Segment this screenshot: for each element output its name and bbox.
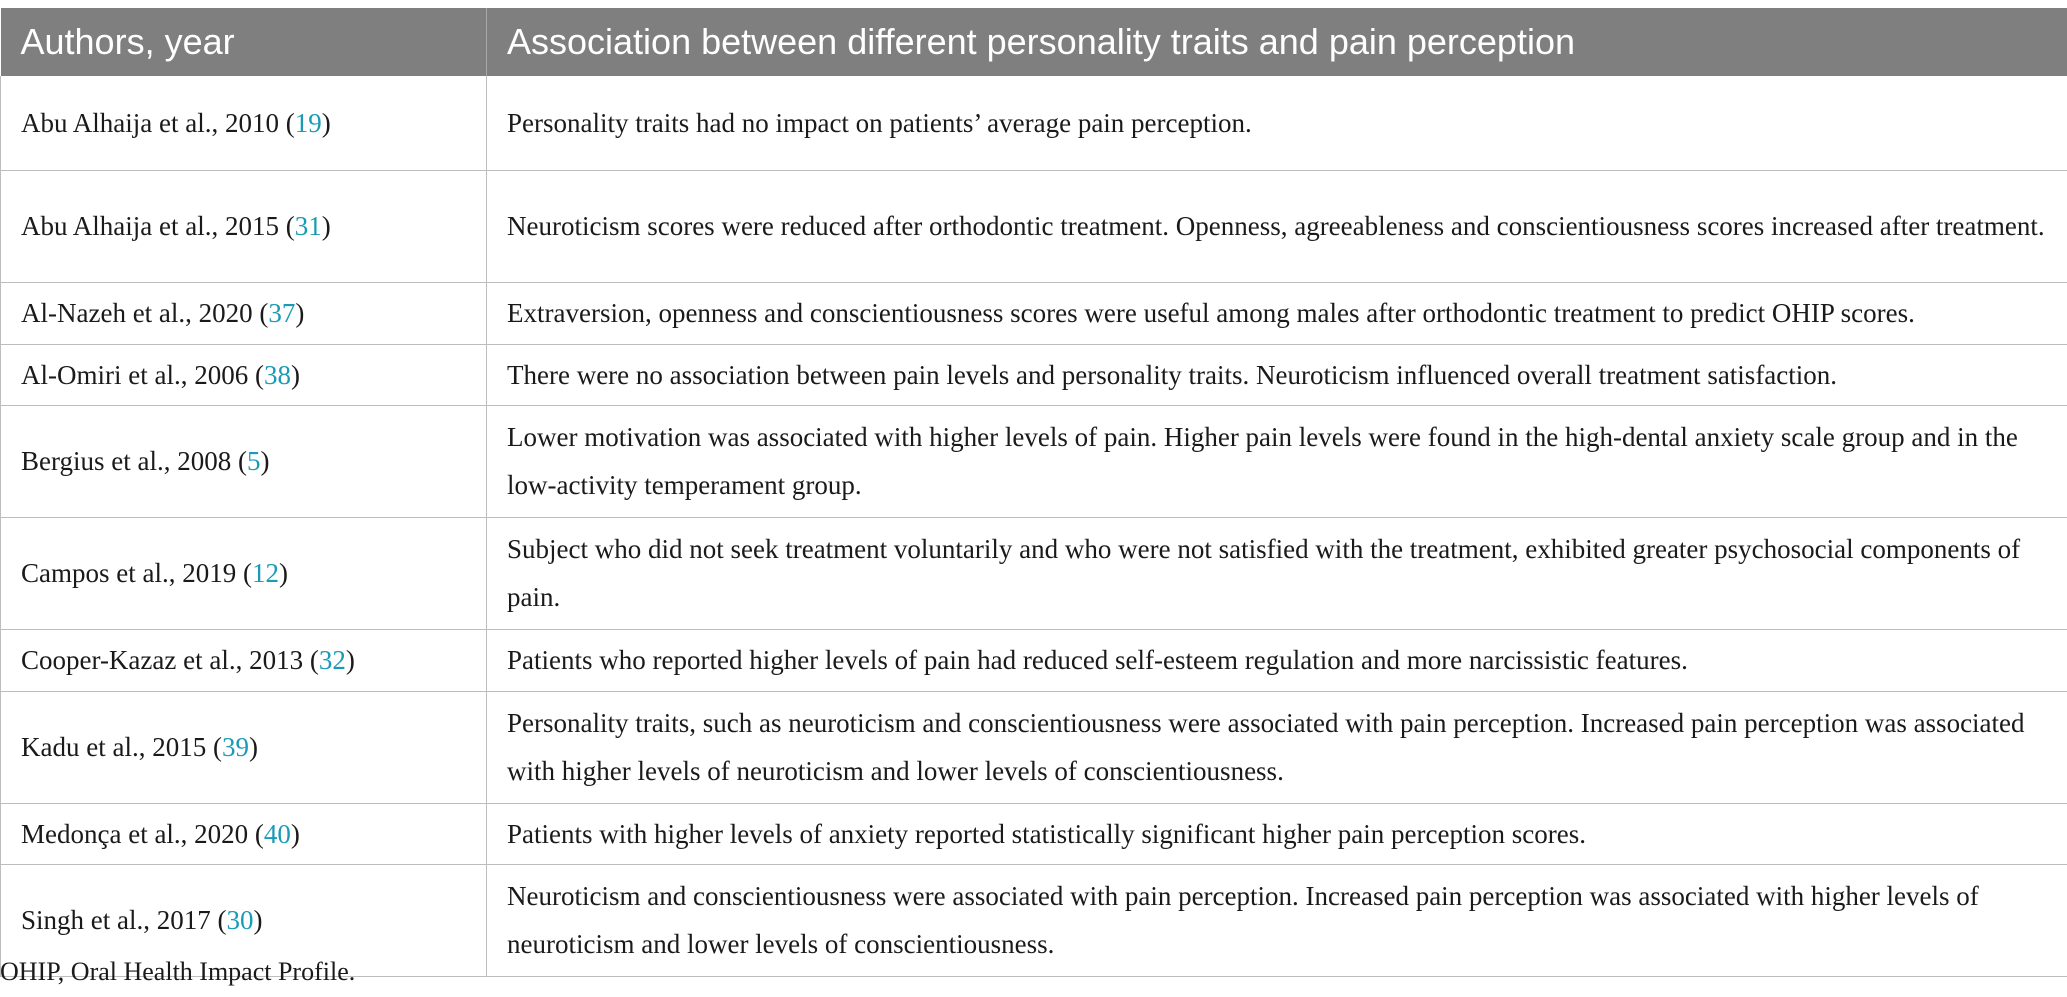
table-footnote: OHIP, Oral Health Impact Profile. xyxy=(0,957,356,986)
reference-link[interactable]: 40 xyxy=(263,818,291,849)
header-authors-year: Authors, year xyxy=(1,8,487,76)
reference-link[interactable]: 19 xyxy=(294,107,322,138)
author-text: Abu Alhaija et al., 2015 ( xyxy=(21,211,295,241)
author-paren: ) xyxy=(345,645,355,675)
author-text: Cooper-Kazaz et al., 2013 ( xyxy=(21,645,319,675)
author-text: Abu Alhaija et al., 2010 ( xyxy=(21,107,295,138)
author-cell xyxy=(1,344,487,405)
author-paren: ) xyxy=(278,558,288,588)
reference-link[interactable]: 12 xyxy=(251,558,279,588)
table-header xyxy=(1,8,2067,76)
header-row xyxy=(1,8,2067,76)
author-cell xyxy=(1,282,487,344)
author-cell xyxy=(1,691,487,803)
author-cell xyxy=(1,405,487,517)
author-cell xyxy=(1,803,487,864)
author-paren: ) xyxy=(260,446,270,476)
author-paren: ) xyxy=(295,298,305,328)
association-cell: Neuroticism and conscientiousness were associated with pain perception. Increased pain perception was associated with higher levels of neuroticism and lower levels of conscientiousness. xyxy=(487,864,2067,976)
table-row xyxy=(1,282,2067,344)
author-cell xyxy=(1,76,487,170)
reference-link[interactable]: 5 xyxy=(246,446,261,476)
table-row xyxy=(1,691,2067,803)
table-row xyxy=(1,629,2067,691)
author-text: Al-Omiri et al., 2006 ( xyxy=(21,359,264,390)
table-row xyxy=(1,405,2067,517)
reference-link[interactable]: 32 xyxy=(318,645,346,675)
association-cell: Personality traits, such as neuroticism and conscientiousness were associated with pain perception. Increased pain perception was associated with higher levels of neuroticism and lower levels of conscientiousness. xyxy=(487,691,2067,803)
author-paren: ) xyxy=(321,211,331,241)
table-body xyxy=(1,76,2067,976)
results-table-container xyxy=(0,8,2067,977)
table-row xyxy=(1,517,2067,629)
author-cell xyxy=(1,517,487,629)
reference-link[interactable]: 31 xyxy=(294,211,322,241)
table-row xyxy=(1,170,2067,282)
table-row xyxy=(1,344,2067,405)
author-text: Medonça et al., 2020 ( xyxy=(21,818,264,849)
reference-link[interactable]: 37 xyxy=(268,298,296,328)
author-paren: ) xyxy=(290,359,300,390)
author-text: Al-Nazeh et al., 2020 ( xyxy=(21,298,269,328)
association-cell: Subject who did not seek treatment voluntarily and who were not satisfied with the treatment, exhibited greater psychosocial components of pain. xyxy=(487,517,2067,629)
association-cell: Patients with higher levels of anxiety reported statistically significant higher pain perception scores. xyxy=(487,803,2067,864)
author-text: Singh et al., 2017 ( xyxy=(21,905,227,935)
reference-link[interactable]: 30 xyxy=(226,905,254,935)
header-association: Association between different personality traits and pain perception xyxy=(487,8,2067,76)
author-paren: ) xyxy=(248,732,258,762)
author-cell xyxy=(1,170,487,282)
association-cell: There were no association between pain levels and personality traits. Neuroticism influenced overall treatment satisfaction. xyxy=(487,344,2067,405)
table-row xyxy=(1,76,2067,170)
table-row xyxy=(1,803,2067,864)
association-cell: Personality traits had no impact on patients’ average pain perception. xyxy=(487,76,2067,170)
results-table xyxy=(0,8,2067,977)
author-text: Campos et al., 2019 ( xyxy=(21,558,252,588)
association-cell: Extraversion, openness and conscientiousness scores were useful among males after orthodontic treatment to predict OHIP scores. xyxy=(487,282,2067,344)
reference-link[interactable]: 39 xyxy=(221,732,249,762)
author-text: Kadu et al., 2015 ( xyxy=(21,732,222,762)
author-paren: ) xyxy=(321,107,331,138)
association-cell: Neuroticism scores were reduced after orthodontic treatment. Openness, agreeableness and conscientiousness scores increased after treatment. xyxy=(487,170,2067,282)
reference-link[interactable]: 38 xyxy=(263,359,291,390)
author-cell xyxy=(1,629,487,691)
author-paren: ) xyxy=(290,818,300,849)
association-cell: Patients who reported higher levels of pain had reduced self-esteem regulation and more narcissistic features. xyxy=(487,629,2067,691)
author-paren: ) xyxy=(253,905,263,935)
author-text: Bergius et al., 2008 ( xyxy=(21,446,247,476)
association-cell: Lower motivation was associated with higher levels of pain. Higher pain levels were found in the high-dental anxiety scale group and in the low-activity temperament group. xyxy=(487,405,2067,517)
